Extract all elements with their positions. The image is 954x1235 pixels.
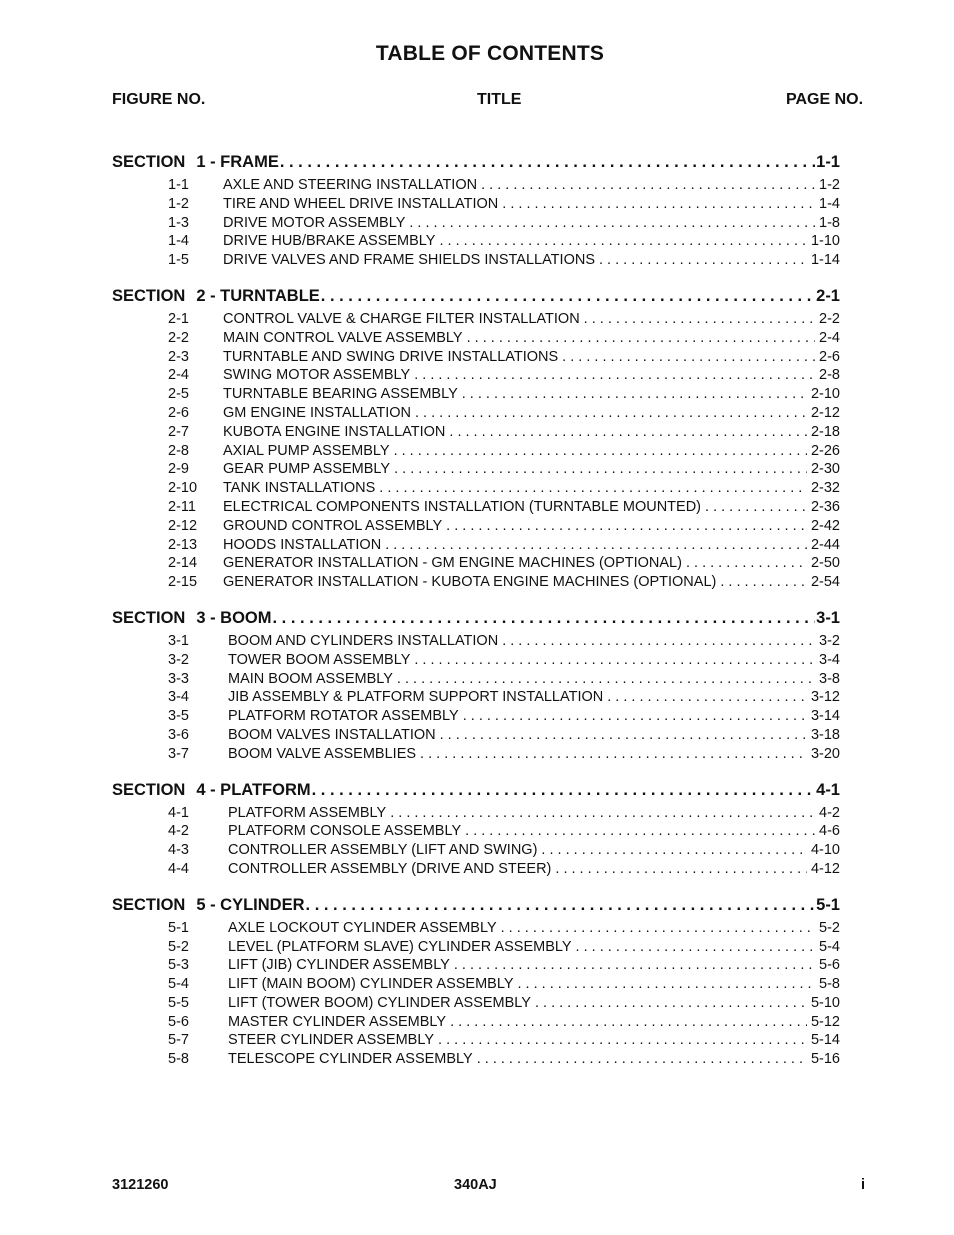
dot-leader <box>273 606 816 630</box>
figure-entry[interactable] <box>112 385 840 404</box>
figure-number: 2-3 <box>168 348 189 365</box>
figure-entry[interactable] <box>112 310 840 329</box>
figure-number: 2-15 <box>168 574 198 591</box>
figure-number: 2-9 <box>168 461 189 478</box>
dot-leader <box>449 423 807 442</box>
dot-leader <box>379 479 807 498</box>
figure-number: 5-6 <box>168 1013 189 1030</box>
figure-entry[interactable] <box>112 214 840 233</box>
figure-page-number: 1-4 <box>819 195 840 212</box>
figure-page-number: 5-6 <box>819 957 840 974</box>
figure-entry[interactable] <box>112 745 840 764</box>
figure-page-number: 3-4 <box>819 651 840 668</box>
figure-title: CONTROL VALVE & CHARGE FILTER INSTALLATION <box>223 310 580 327</box>
dot-leader <box>502 632 815 651</box>
figure-entry[interactable] <box>112 195 840 214</box>
section-word: SECTION <box>112 286 186 305</box>
figure-page-number: 3-18 <box>810 726 840 743</box>
figure-entry[interactable] <box>112 726 840 745</box>
figure-number: 2-4 <box>168 367 189 384</box>
figure-entry[interactable] <box>112 460 840 479</box>
dot-leader <box>467 329 815 348</box>
toc-section <box>112 893 840 1069</box>
figure-page-number: 2-26 <box>810 442 840 459</box>
section-word: SECTION <box>112 608 186 627</box>
figure-page-number: 4-10 <box>810 842 840 859</box>
section-label <box>112 893 305 917</box>
figure-title: TELESCOPE CYLINDER ASSEMBLY <box>228 1051 473 1068</box>
section-page-number: 4-1 <box>816 780 840 799</box>
section-heading[interactable] <box>112 778 840 802</box>
dot-leader <box>409 214 815 233</box>
dot-leader <box>390 804 815 823</box>
footer-model: 340AJ <box>454 1177 497 1193</box>
figure-title: DRIVE HUB/BRAKE ASSEMBLY <box>223 233 436 250</box>
figure-entry[interactable] <box>112 938 840 957</box>
table-of-contents <box>112 150 840 1083</box>
figure-entry[interactable] <box>112 554 840 573</box>
figure-title: AXLE LOCKOUT CYLINDER ASSEMBLY <box>228 919 497 936</box>
dot-leader <box>280 150 815 174</box>
section-heading[interactable] <box>112 150 840 174</box>
figure-number: 3-3 <box>168 670 189 687</box>
dot-leader <box>477 1050 807 1069</box>
figure-number: 1-4 <box>168 233 189 250</box>
dot-leader <box>394 442 807 461</box>
figure-title: PLATFORM ROTATOR ASSEMBLY <box>228 708 459 725</box>
figure-number: 2-10 <box>168 480 198 497</box>
figure-number: 2-14 <box>168 555 198 572</box>
figure-number: 3-4 <box>168 689 189 706</box>
dot-leader <box>501 919 815 938</box>
figure-number: 2-8 <box>168 442 189 459</box>
dot-leader <box>562 348 815 367</box>
figure-title: GROUND CONTROL ASSEMBLY <box>223 517 443 534</box>
figure-title: GENERATOR INSTALLATION - GM ENGINE MACHINES (OPTIONAL) <box>223 555 682 572</box>
figure-page-number: 5-16 <box>810 1051 840 1068</box>
figure-entry[interactable] <box>112 423 840 442</box>
figure-entry[interactable] <box>112 1031 840 1050</box>
figure-number: 1-1 <box>168 177 189 193</box>
dot-leader <box>321 284 815 308</box>
dot-leader <box>481 176 815 195</box>
figure-title: CONTROLLER ASSEMBLY (LIFT AND SWING) <box>228 842 538 859</box>
figure-entry[interactable] <box>112 670 840 689</box>
figure-page-number: 2-2 <box>819 310 840 327</box>
figure-number: 2-5 <box>168 386 189 403</box>
figure-number: 4-2 <box>168 823 189 840</box>
figure-entry[interactable] <box>112 651 840 670</box>
figure-title: TURNTABLE AND SWING DRIVE INSTALLATIONS <box>223 348 559 365</box>
column-header-page-no: PAGE NO. <box>786 91 864 108</box>
figure-page-number: 3-14 <box>810 708 840 725</box>
figure-entry[interactable] <box>112 442 840 461</box>
figure-title: CONTROLLER ASSEMBLY (DRIVE AND STEER) <box>228 860 552 877</box>
figure-page-number: 5-8 <box>819 976 840 993</box>
dot-leader <box>450 1013 807 1032</box>
section-label <box>112 606 272 630</box>
figure-title: DRIVE MOTOR ASSEMBLY <box>223 214 406 231</box>
figure-entry[interactable] <box>112 688 840 707</box>
figure-entry[interactable] <box>112 841 840 860</box>
figure-entry[interactable] <box>112 498 840 517</box>
dot-leader <box>414 651 815 670</box>
figure-title: JIB ASSEMBLY & PLATFORM SUPPORT INSTALLATION <box>228 689 604 706</box>
figure-number: 2-1 <box>168 310 189 327</box>
figure-page-number: 4-2 <box>819 804 840 821</box>
section-word: SECTION <box>112 895 186 914</box>
figure-page-number: 3-20 <box>810 745 840 762</box>
figure-page-number: 2-44 <box>810 536 840 553</box>
section-page-number: 2-1 <box>816 286 840 305</box>
figure-entry[interactable] <box>112 404 840 423</box>
figure-title: LEVEL (PLATFORM SLAVE) CYLINDER ASSEMBLY <box>228 938 572 955</box>
dot-leader <box>502 195 815 214</box>
section-heading[interactable] <box>112 606 840 630</box>
footer-doc-number: 3121260 <box>112 1177 169 1193</box>
figure-title: AXIAL PUMP ASSEMBLY <box>223 442 390 459</box>
figure-title: LIFT (JIB) CYLINDER ASSEMBLY <box>228 957 450 974</box>
figure-number: 5-7 <box>168 1032 189 1049</box>
figure-number: 3-6 <box>168 726 189 743</box>
figure-page-number: 1-10 <box>810 233 840 250</box>
dot-leader <box>705 498 807 517</box>
figure-entry[interactable] <box>112 975 840 994</box>
section-name: 2 - TURNTABLE <box>196 286 320 305</box>
figure-page-number: 1-14 <box>810 252 840 269</box>
section-page-number: 5-1 <box>816 895 840 914</box>
figure-page-number: 2-8 <box>819 367 840 384</box>
section-heading[interactable] <box>112 893 840 917</box>
figure-number: 2-11 <box>168 498 196 515</box>
dot-leader <box>607 688 807 707</box>
column-header-figure-no: FIGURE NO. <box>112 91 206 108</box>
figure-title: BOOM VALVE ASSEMBLIES <box>228 745 417 762</box>
figure-entry[interactable] <box>112 860 840 879</box>
figure-entry[interactable] <box>112 479 840 498</box>
figure-page-number: 2-6 <box>819 348 840 365</box>
dot-leader <box>312 778 816 802</box>
page-title: TABLE OF CONTENTS <box>375 42 605 65</box>
figure-entry[interactable] <box>112 517 840 536</box>
figure-title: TANK INSTALLATIONS <box>223 480 376 497</box>
figure-page-number: 2-54 <box>810 574 840 591</box>
figure-title: GM ENGINE INSTALLATION <box>223 404 411 421</box>
section-name: 3 - BOOM <box>196 608 272 627</box>
figure-entry[interactable] <box>112 573 840 592</box>
figure-title: KUBOTA ENGINE INSTALLATION <box>223 423 446 440</box>
figure-entry[interactable] <box>112 994 840 1013</box>
figure-title: TOWER BOOM ASSEMBLY <box>228 651 411 668</box>
dot-leader <box>439 232 807 251</box>
figure-page-number: 2-32 <box>810 480 840 497</box>
figure-page-number: 5-12 <box>810 1013 840 1030</box>
figure-title: LIFT (MAIN BOOM) CYLINDER ASSEMBLY <box>228 976 514 993</box>
dot-leader <box>686 554 807 573</box>
dot-leader <box>584 310 815 329</box>
figure-title: DRIVE VALVES AND FRAME SHIELDS INSTALLATIONS <box>223 252 595 269</box>
figure-page-number: 5-4 <box>819 938 840 955</box>
figure-title: STEER CYLINDER ASSEMBLY <box>228 1032 435 1049</box>
figure-number: 2-6 <box>168 404 189 421</box>
figure-title: MAIN CONTROL VALVE ASSEMBLY <box>223 329 463 346</box>
section-page-number: 3-1 <box>816 608 840 627</box>
figure-entry[interactable] <box>112 804 840 823</box>
figure-page-number: 2-18 <box>810 423 840 440</box>
figure-title: GENERATOR INSTALLATION - KUBOTA ENGINE MACHINES (OPTIONAL) <box>223 574 717 591</box>
figure-page-number: 3-12 <box>810 689 840 706</box>
section-label <box>112 778 311 802</box>
figure-page-number: 2-42 <box>810 517 840 534</box>
dot-leader <box>541 841 807 860</box>
dot-leader <box>420 745 807 764</box>
figure-page-number: 4-12 <box>810 860 840 877</box>
figure-title: PLATFORM CONSOLE ASSEMBLY <box>228 823 462 840</box>
section-name: 5 - CYLINDER <box>196 895 305 914</box>
section-name: 1 - FRAME <box>196 153 279 171</box>
figure-page-number: 2-30 <box>810 461 840 478</box>
dot-leader <box>446 517 807 536</box>
figure-entry[interactable] <box>112 1050 840 1069</box>
figure-entry[interactable] <box>112 956 840 975</box>
figure-entry[interactable] <box>112 251 840 270</box>
figure-entry[interactable] <box>112 366 840 385</box>
figure-page-number: 3-2 <box>819 632 840 649</box>
figure-page-number: 2-10 <box>810 386 840 403</box>
figure-title: TIRE AND WHEEL DRIVE INSTALLATION <box>223 195 499 212</box>
figure-title: ELECTRICAL COMPONENTS INSTALLATION (TURNTABLE MOUNTED) <box>223 498 702 515</box>
figure-number: 2-12 <box>168 517 198 534</box>
dot-leader <box>518 975 816 994</box>
figure-number: 5-5 <box>168 994 189 1011</box>
section-label <box>112 150 279 174</box>
figure-entry[interactable] <box>112 329 840 348</box>
figure-number: 5-2 <box>168 938 189 955</box>
dot-leader <box>599 251 807 270</box>
figure-number: 2-7 <box>168 423 189 440</box>
figure-number: 3-2 <box>168 651 189 668</box>
figure-entry[interactable] <box>112 348 840 367</box>
figure-number: 5-1 <box>168 919 189 936</box>
section-name: 4 - PLATFORM <box>196 780 311 799</box>
figure-entry[interactable] <box>112 822 840 841</box>
figure-number: 3-1 <box>168 632 189 649</box>
figure-page-number: 2-12 <box>810 404 840 421</box>
figure-number: 1-3 <box>168 214 189 231</box>
figure-title: SWING MOTOR ASSEMBLY <box>223 367 411 384</box>
dot-leader <box>576 938 815 957</box>
figure-title: BOOM VALVES INSTALLATION <box>228 726 436 743</box>
toc-section <box>112 606 840 764</box>
figure-entry[interactable] <box>112 176 840 195</box>
figure-entry[interactable] <box>112 536 840 555</box>
figure-number: 2-13 <box>168 536 198 553</box>
dot-leader <box>306 893 816 917</box>
figure-page-number: 3-8 <box>819 670 840 687</box>
figure-title: LIFT (TOWER BOOM) CYLINDER ASSEMBLY <box>228 994 531 1011</box>
dot-leader <box>394 460 807 479</box>
figure-title: TURNTABLE BEARING ASSEMBLY <box>223 386 458 403</box>
figure-entry[interactable] <box>112 707 840 726</box>
figure-title: AXLE AND STEERING INSTALLATION <box>223 177 478 193</box>
figure-page-number: 2-50 <box>810 555 840 572</box>
figure-number: 4-3 <box>168 842 189 859</box>
toc-section <box>112 284 840 592</box>
dot-leader <box>440 726 807 745</box>
column-header-title: TITLE <box>477 91 522 108</box>
dot-leader <box>555 860 807 879</box>
dot-leader <box>465 822 815 841</box>
figure-title: MASTER CYLINDER ASSEMBLY <box>228 1013 447 1030</box>
dot-leader <box>415 404 807 423</box>
figure-page-number: 4-6 <box>819 823 840 840</box>
figure-entry[interactable] <box>112 919 840 938</box>
figure-number: 4-1 <box>168 804 189 821</box>
dot-leader <box>414 366 815 385</box>
section-page-number: 1-1 <box>816 153 840 171</box>
section-word: SECTION <box>112 780 186 799</box>
figure-number: 3-5 <box>168 708 189 725</box>
figure-entry[interactable] <box>112 1013 840 1032</box>
figure-title: BOOM AND CYLINDERS INSTALLATION <box>228 632 499 649</box>
figure-page-number: 5-14 <box>810 1032 840 1049</box>
dot-leader <box>720 573 807 592</box>
figure-entry[interactable] <box>112 232 840 251</box>
dot-leader <box>454 956 815 975</box>
figure-number: 1-5 <box>168 252 189 269</box>
figure-title: GEAR PUMP ASSEMBLY <box>223 461 391 478</box>
figure-page-number: 1-2 <box>819 177 840 193</box>
dot-leader <box>535 994 807 1013</box>
dot-leader <box>385 536 807 555</box>
dot-leader <box>438 1031 807 1050</box>
figure-number: 5-3 <box>168 957 189 974</box>
figure-number: 1-2 <box>168 195 189 212</box>
figure-title: HOODS INSTALLATION <box>223 536 382 553</box>
figure-title: MAIN BOOM ASSEMBLY <box>228 670 393 687</box>
figure-page-number: 2-36 <box>810 498 840 515</box>
toc-section <box>112 778 840 879</box>
figure-number: 3-7 <box>168 745 189 762</box>
figure-page-number: 5-10 <box>810 994 840 1011</box>
dot-leader <box>462 385 807 404</box>
figure-page-number: 5-2 <box>819 919 840 936</box>
figure-page-number: 1-8 <box>819 214 840 231</box>
dot-leader <box>397 670 815 689</box>
figure-number: 4-4 <box>168 860 189 877</box>
section-heading[interactable] <box>112 284 840 308</box>
figure-number: 5-8 <box>168 1051 189 1068</box>
figure-page-number: 2-4 <box>819 329 840 346</box>
section-word: SECTION <box>112 153 186 171</box>
figure-entry[interactable] <box>112 632 840 651</box>
section-label <box>112 284 320 308</box>
figure-title: PLATFORM ASSEMBLY <box>228 804 387 821</box>
figure-number: 2-2 <box>168 329 189 346</box>
toc-section <box>112 150 840 270</box>
figure-number: 5-4 <box>168 976 189 993</box>
dot-leader <box>463 707 807 726</box>
footer-page-number: i <box>861 1177 866 1193</box>
